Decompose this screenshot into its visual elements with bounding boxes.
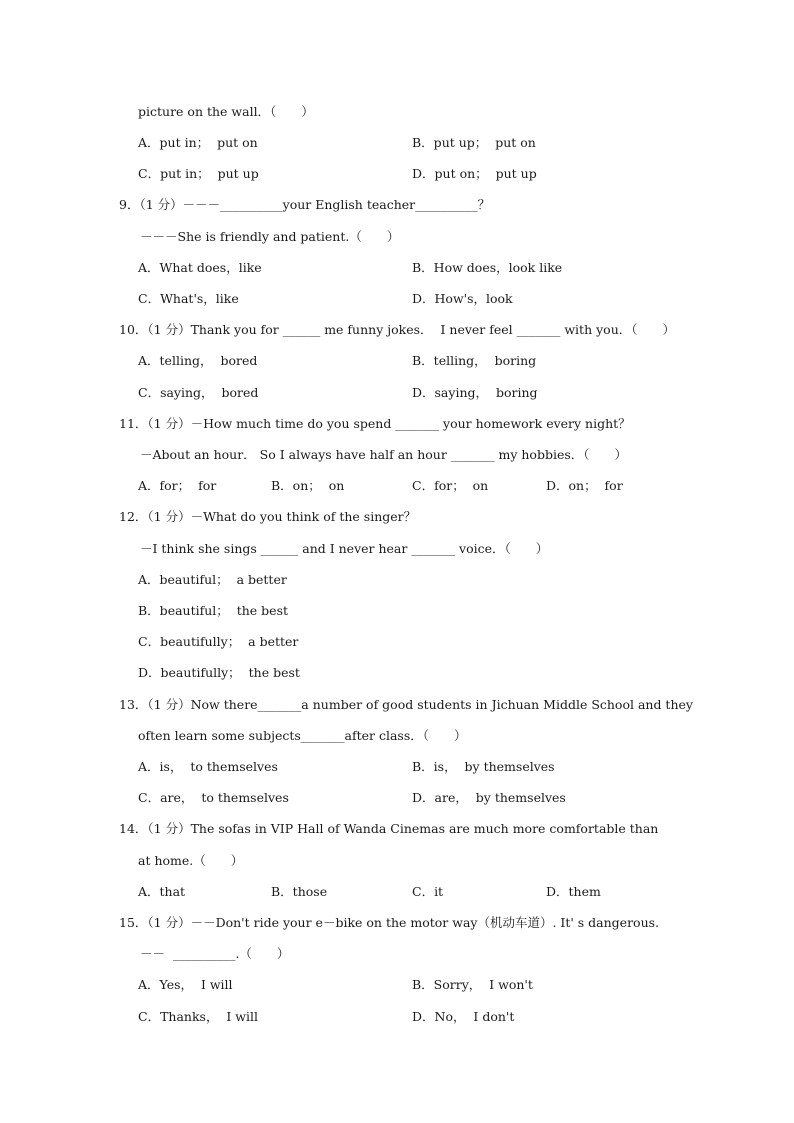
q11-line2: －About an hour． So I always have half an hour _______ my hobbies．（ ） <box>140 447 628 462</box>
q15-stem: 15．（1 分）－－Don't ride your e－bike on the motor way（机动车道）. It' s dangerous. <box>119 915 660 930</box>
q15-option-c[interactable]: C．Thanks， I will <box>138 1009 258 1024</box>
q11-option-a[interactable]: A．for； for <box>138 478 217 493</box>
q9-option-a[interactable]: A．What does，like <box>138 260 262 275</box>
q9-option-b[interactable]: B．How does，look like <box>412 260 563 275</box>
q13-stem: 13．（1 分）Now there_______a number of good students in Jichuan Middle School and they <box>119 697 693 712</box>
q10-option-b[interactable]: B．telling， boring <box>412 353 537 368</box>
q9-line2: －－－She is friendly and patient.（ ） <box>140 229 400 244</box>
q8-option-c[interactable]: C．put in； put up <box>138 166 259 181</box>
q14-option-a[interactable]: A．that <box>138 884 186 899</box>
q12-option-b[interactable]: B．beautiful； the best <box>138 603 289 618</box>
q13-line2: often learn some subjects_______after class．（ ） <box>138 728 467 743</box>
q13-option-c[interactable]: C．are， to themselves <box>138 790 289 805</box>
q11-stem: 11．（1 分）－How much time do you spend _______ your homework every night？ <box>119 416 631 431</box>
q13-option-a[interactable]: A．is， to themselves <box>138 759 278 774</box>
q14-line2: at home.（ ） <box>138 853 244 868</box>
q14-option-c[interactable]: C．it <box>412 884 444 899</box>
q8-continuation: picture on the wall．（ ） <box>138 104 314 119</box>
q14-option-b[interactable]: B．those <box>271 884 328 899</box>
q9-option-d[interactable]: D．How's，look <box>412 291 513 306</box>
q15-option-d[interactable]: D．No， I don't <box>412 1009 515 1024</box>
q12-option-a[interactable]: A．beautiful； a better <box>138 572 287 587</box>
q8-option-a[interactable]: A．put in； put on <box>138 135 258 150</box>
q10-option-c[interactable]: C．saying， bored <box>138 385 259 400</box>
q13-option-d[interactable]: D．are， by themselves <box>412 790 566 805</box>
q15-option-a[interactable]: A．Yes， I will <box>138 977 233 992</box>
q14-stem: 14．（1 分）The sofas in VIP Hall of Wanda Cinemas are much more comfortable than <box>119 821 659 836</box>
q12-stem: 12．（1 分）－What do you think of the singer？ <box>119 509 417 524</box>
q10-option-a[interactable]: A．telling， bored <box>138 353 258 368</box>
q12-line2: －I think she sings ______ and I never hear _______ voice．（ ） <box>140 541 549 556</box>
q12-option-d[interactable]: D．beautifully； the best <box>138 665 300 680</box>
q13-option-b[interactable]: B．is， by themselves <box>412 759 555 774</box>
q14-option-d[interactable]: D．them <box>546 884 601 899</box>
q8-option-d[interactable]: D．put on； put up <box>412 166 537 181</box>
q15-line2: －－ __________.（ ） <box>140 946 290 961</box>
q9-option-c[interactable]: C．What's，like <box>138 291 239 306</box>
q10-option-d[interactable]: D．saying， boring <box>412 385 538 400</box>
q9-stem: 9．（1 分）－－－__________your English teacher__________？ <box>119 197 491 212</box>
q12-option-c[interactable]: C．beautifully； a better <box>138 634 299 649</box>
q11-option-d[interactable]: D．on； for <box>546 478 623 493</box>
q8-option-b[interactable]: B．put up； put on <box>412 135 536 150</box>
q11-option-c[interactable]: C．for； on <box>412 478 489 493</box>
q11-option-b[interactable]: B．on； on <box>271 478 345 493</box>
q10-stem: 10．（1 分）Thank you for ______ me funny jokes． I never feel _______ with you．（ ） <box>119 322 675 337</box>
q15-option-b[interactable]: B．Sorry， I won't <box>412 977 533 992</box>
